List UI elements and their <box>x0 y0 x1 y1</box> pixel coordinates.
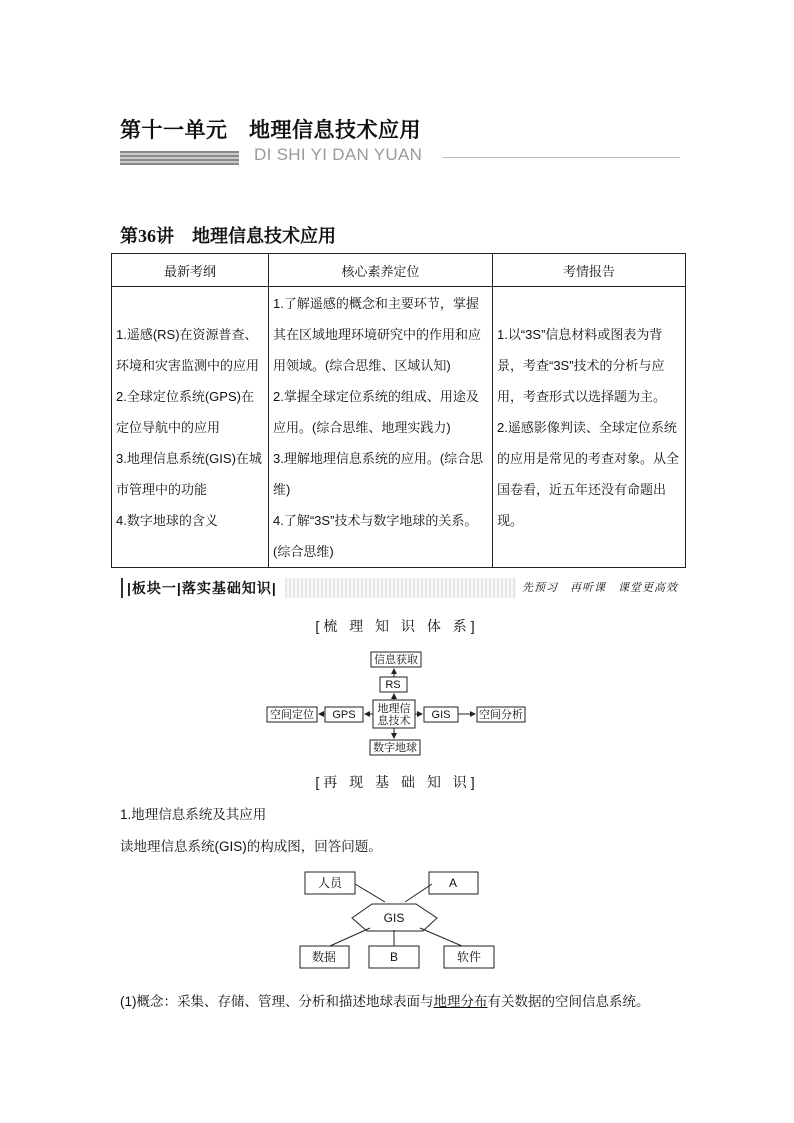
syllabus-item: 3.地理信息系统(GIS)在城市管理中的功能 <box>116 450 262 497</box>
syllabus-item: 4.数字地球的含义 <box>116 512 218 528</box>
table-header-cell: 最新考纲 <box>112 254 269 287</box>
concept-underlined-answer: 地理分布 <box>433 994 488 1009</box>
unit-title-bar <box>120 151 239 165</box>
syllabus-table <box>111 253 686 568</box>
link-a-gis <box>405 884 432 902</box>
basics-heading: [再 现 基 础 知 识] <box>315 774 479 790</box>
lesson-title: 第36讲 地理信息技术应用 <box>120 226 336 246</box>
syllabus-cell <box>112 287 269 568</box>
exam-report-cell <box>493 287 686 568</box>
section-title: 1.地理信息系统及其应用 <box>120 807 267 822</box>
gis-composition-diagram <box>0 860 794 975</box>
block-slogan: 先预习 再听课 课堂更高效 <box>516 578 684 598</box>
unit-pinyin: DI SHI YI DAN YUAN <box>254 145 423 164</box>
label-data: 数据 <box>311 950 337 964</box>
concept-prefix: (1)概念：采集、存储、管理、分析和描述地球表面与 <box>120 994 434 1009</box>
label-digital-earth: 数字地球 <box>373 742 417 754</box>
literacy-cell <box>269 287 493 568</box>
label-rs: RS <box>385 679 401 691</box>
label-spatial-positioning: 空间定位 <box>270 709 314 721</box>
link-people-gis <box>355 884 385 902</box>
exam-report-item: 2.遥感影像判读、全球定位系统的应用是常见的考查对象。从全国卷看，近五年还没有命题出现。 <box>497 419 680 528</box>
table-row <box>112 287 686 568</box>
label-spatial-analysis: 空间分析 <box>479 709 523 721</box>
label-gis: GIS <box>431 709 451 721</box>
syllabus-item: 2.全球定位系统(GPS)在定位导航中的应用 <box>116 388 254 435</box>
literacy-item: 1.了解遥感的概念和主要环节，掌握其在区域地理环境研究中的作用和应用领域。(综合思维、区域认知) <box>273 295 482 373</box>
literacy-item: 4.了解“3S”技术与数字地球的关系。(综合思维) <box>273 512 478 559</box>
concept-line <box>120 990 650 1010</box>
block-label: |板块一|落实基础知识| <box>121 578 285 598</box>
table-header-cell: 考情报告 <box>493 254 686 287</box>
unit-divider-line <box>443 157 680 158</box>
syllabus-item: 1.遥感(RS)在资源普查、环境和灾害监测中的应用 <box>116 326 260 373</box>
table-header-row <box>112 254 686 287</box>
label-a: A <box>448 876 458 890</box>
knowledge-system-diagram <box>0 640 794 760</box>
unit-title: 第十一单元 地理信息技术应用 <box>120 118 421 142</box>
link-gis-software <box>420 928 462 946</box>
label-b: B <box>389 950 399 964</box>
knowledge-system-heading: [梳 理 知 识 体 系] <box>315 618 479 634</box>
block-header <box>121 578 684 598</box>
label-people: 人员 <box>317 876 343 890</box>
label-software: 软件 <box>456 950 482 964</box>
literacy-item: 3.理解地理信息系统的应用。(综合思维) <box>273 450 484 497</box>
section-intro: 读地理信息系统(GIS)的构成图，回答问题。 <box>120 839 382 854</box>
label-geo-info-tech-line1: 地理信 <box>377 703 411 715</box>
link-gis-data <box>330 928 370 946</box>
label-gis-center: GIS <box>383 911 405 925</box>
table-header-cell: 核心素养定位 <box>269 254 493 287</box>
literacy-item: 2.掌握全球定位系统的组成、用途及应用。(综合思维、地理实践力) <box>273 388 479 435</box>
label-info-acquisition: 信息获取 <box>374 654 418 666</box>
exam-report-item: 1.以“3S”信息材料或图表为背景，考查“3S”技术的分析与应用，考查形式以选择题为主。 <box>497 326 667 404</box>
concept-suffix: 有关数据的空间信息系统。 <box>487 994 650 1009</box>
label-gps: GPS <box>332 709 356 721</box>
label-geo-info-tech-line2: 息技术 <box>377 715 411 727</box>
